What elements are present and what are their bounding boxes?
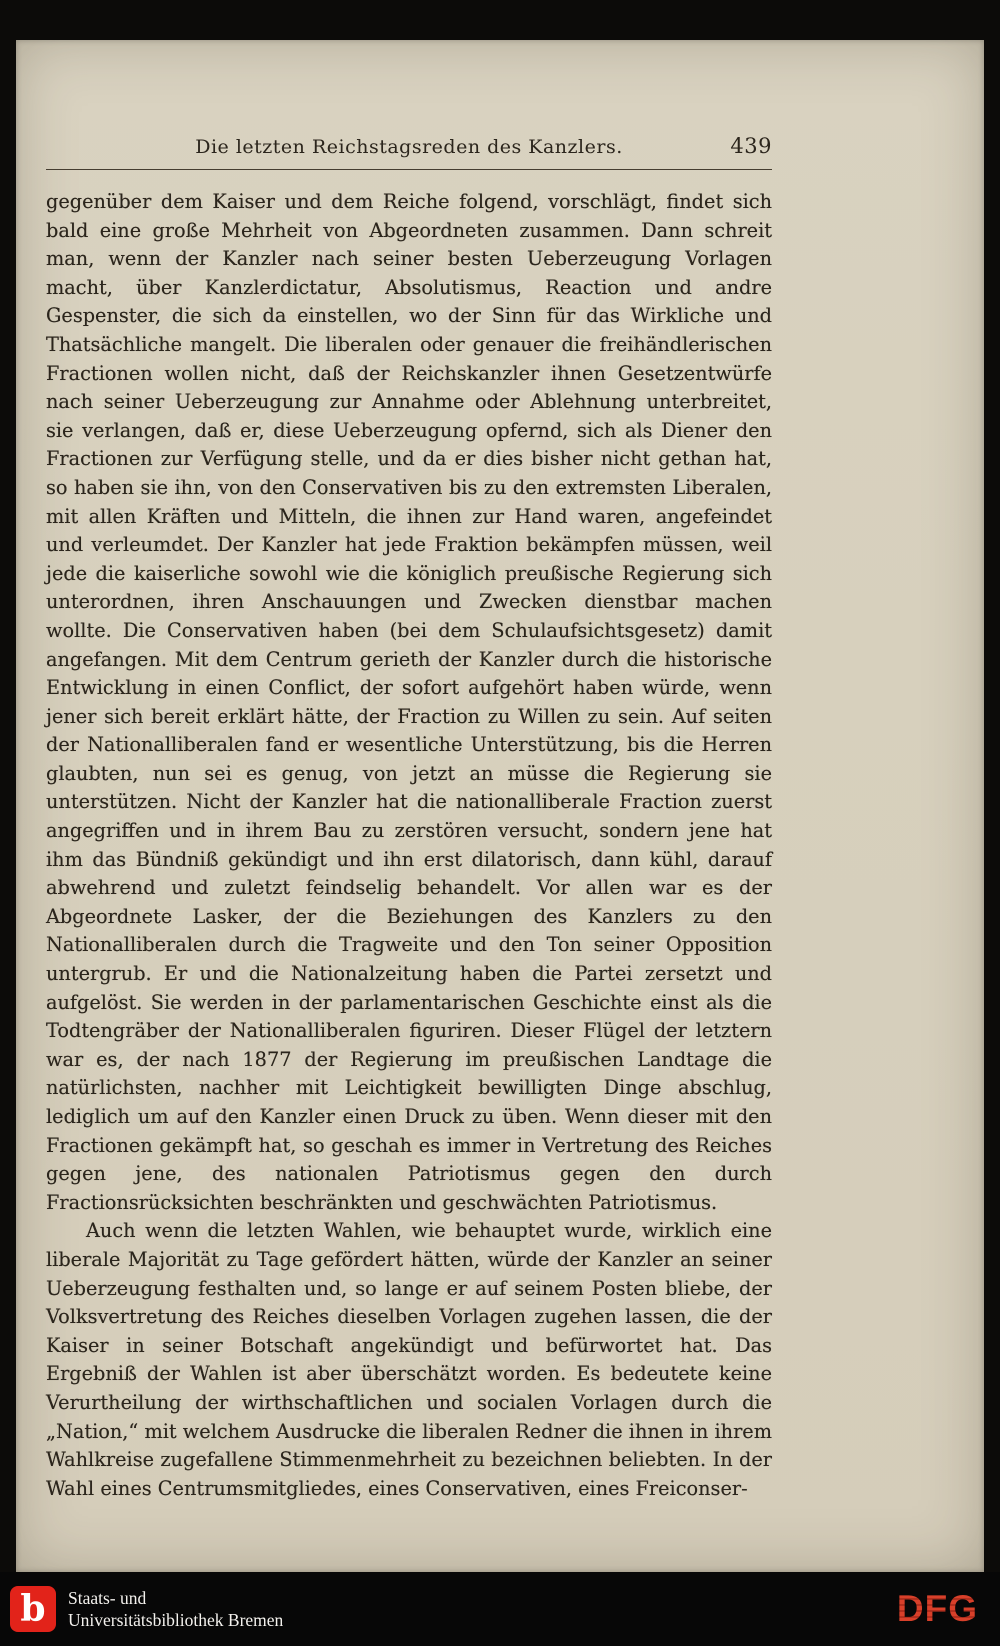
library-logo-icon	[10, 1586, 56, 1632]
footer-bar	[0, 1572, 1000, 1646]
body-text	[46, 188, 772, 1503]
library-name-line1: Staats- und	[68, 1588, 147, 1608]
running-title: Die letzten Reichstagsreden des Kanzlers.	[195, 136, 623, 158]
page-header	[46, 136, 772, 162]
scanned-page	[16, 40, 984, 1572]
library-name	[68, 1587, 283, 1631]
paragraph-1: gegenüber dem Kaiser und dem Reiche folgend, vorschlägt, findet sich bald eine große Mehrheit von Abgeordneten zusammen. Dann schreit man, wenn der Kanzler nach seiner besten Ueberzeugung Vorlagen macht, über Kanzlerdictatur, Absolutismus, Reaction und andre Gespenster, die sich da einstellen, wo der Sinn für das Wirkliche und Thatsächliche mangelt. Die liberalen oder genauer die freihändlerischen Fractionen wollen nicht, daß der Reichskanzler ihnen Gesetzentwürfe nach seiner Ueberzeugung zur Annahme oder Ablehnung unterbreitet, sie verlangen, daß er, diese Ueberzeugung opfernd, sich als Diener den Fractionen zur Verfügung stelle, und da er dies bisher nicht gethan hat, so haben sie ihn, von den Conservativen bis zu den extremsten Liberalen, mit allen Kräften und Mitteln, die ihnen zur Hand waren, angefeindet und verleumdet. Der Kanzler hat jede Fraktion bekämpfen müssen, weil jede die kaiserliche sowohl wie die königlich preußische Regierung sich unterordnen, ihren Anschauungen und Zwecken dienstbar machen wollte. Die Conservativen haben (bei dem Schulaufsichtsgesetz) damit angefangen. Mit dem Centrum gerieth der Kanzler durch die historische Entwicklung in einen Conflict, der sofort aufgehört haben würde, wenn jener sich bereit erklärt hätte, der Fraction zu Willen zu sein. Auf seiten der Nationalliberalen fand er wesentliche Unterstützung, bis die Herren glaubten, nun sei es genug, von jetzt an müsse die Regierung sie unterstützen. Nicht der Kanzler hat die nationalliberale Fraction zuerst angegriffen und in ihrem Bau zu zerstören versucht, sondern jene hat ihm das Bündniß gekündigt und ihn erst dilatorisch, dann kühl, darauf abwehrend und zuletzt feindselig behandelt. Vor allen war es der Abgeordnete Lasker, der die Beziehungen des Kanzlers zu den Nationalliberalen durch die Tragweite und den Ton seiner Opposition untergrub. Er und die Nationalzeitung haben die Partei zersetzt und aufgelöst. Sie werden in der parlamentarischen Geschichte einst als die Todtengräber der Nationalliberalen figuriren. Dieser Flügel der letztern war es, der nach 1877 der Regierung im preußischen Landtage die natürlichsten, nachher mit Leichtigkeit bewilligten Dinge abschlug, lediglich um auf den Kanzler einen Druck zu üben. Wenn dieser mit den Fractionen gekämpft hat, so geschah es immer in Vertretung des Reiches gegen jene, des nationalen Patriotismus gegen den durch Fractionsrücksichten beschränkten und geschwächten Patriotismus.	[46, 190, 772, 1214]
dfg-logo: DFG	[896, 1588, 978, 1629]
text-block	[46, 136, 772, 1503]
paragraph-2: Auch wenn die letzten Wahlen, wie behauptet wurde, wirklich eine liberale Majorität zu Tage gefördert hätten, würde der Kanzler an seiner Ueberzeugung festhalten und, so lange er auf seinem Posten bliebe, der Volksvertretung des Reiches dieselben Vorlagen zugehen lassen, die der Kaiser in seiner Botschaft angekündigt und befürwortet hat. Das Ergebniß der Wahlen ist aber überschätzt worden. Es bedeutete keine Verurtheilung der wirthschaftlichen und socialen Vorlagen durch die „Nation,“ mit welchem Ausdrucke die liberalen Redner die ihnen in ihrem Wahlkreise zugefallene Stimmenmehrheit zu bezeichnen beliebten. In der Wahl eines Centrumsmitgliedes, eines Conservativen, eines Freiconser-	[46, 1219, 772, 1500]
library-logo-letter: b	[20, 1588, 46, 1630]
header-rule	[46, 169, 772, 170]
page-number: 439	[730, 134, 772, 158]
library-block	[10, 1586, 283, 1632]
library-name-line2: Universitätsbibliothek Bremen	[68, 1610, 284, 1630]
